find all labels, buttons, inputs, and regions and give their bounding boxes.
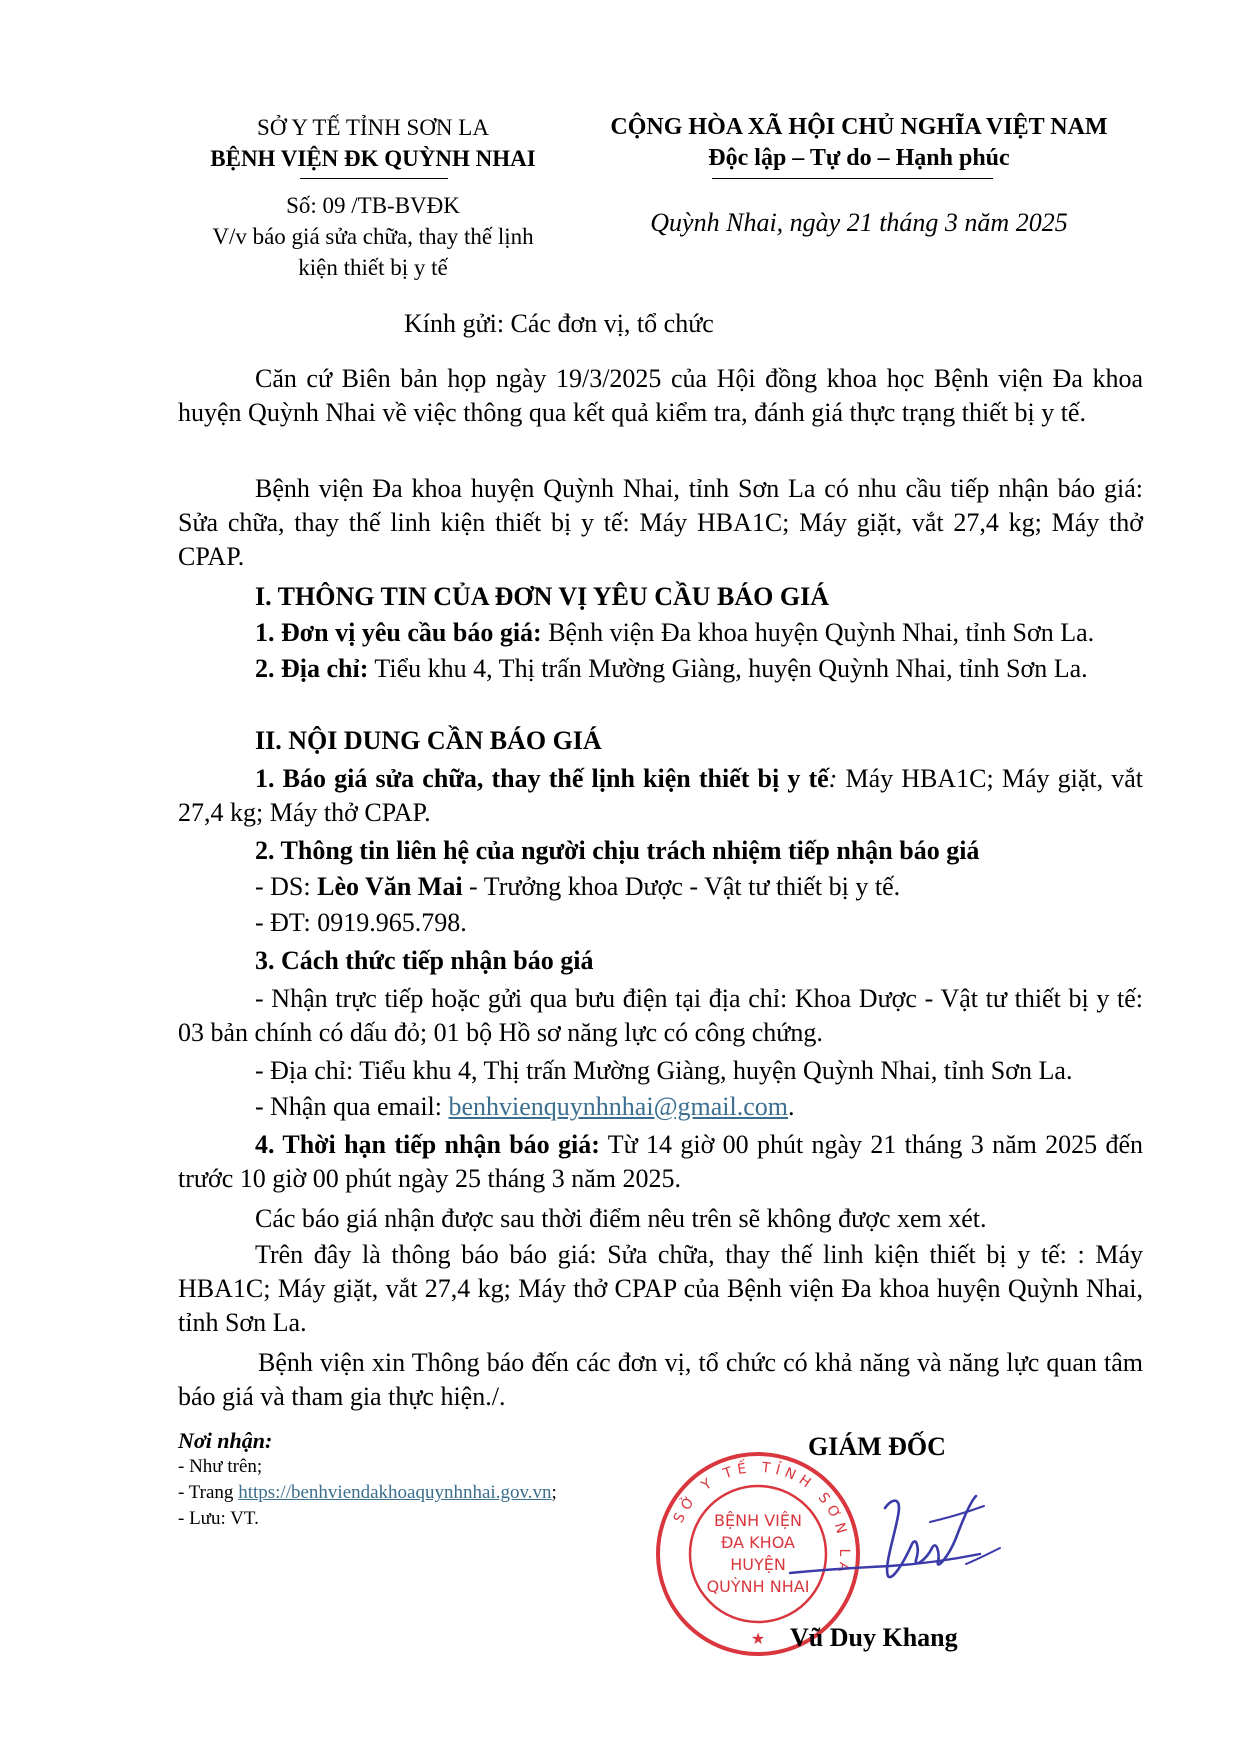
item-label: 4. Thời hạn tiếp nhận báo giá: — [255, 1130, 600, 1159]
contact-person — [255, 870, 900, 904]
svg-text:QUỲNH NHAI: QUỲNH NHAI — [706, 1577, 810, 1596]
contact-name: Lèo Văn Mai — [317, 872, 463, 901]
paragraph-request: Bệnh viện Đa khoa huyện Quỳnh Nhai, tỉnh Sơn La có nhu cầu tiếp nhận báo giá: Sửa chữa, thay thế linh kiện thiết bị y tế: Máy HBA1C; Máy giặt, vắt 27,4 kg; Máy thở CPAP. — [178, 474, 1143, 571]
summary-paragraph: Trên đây là thông báo báo giá: Sửa chữa, thay thế linh kiện thiết bị y tế: : Máy HBA1C; Máy giặt, vắt 27,4 kg; Máy thở CPAP của Bệnh viện Đa khoa huyện Quỳnh Nhai, tỉnh Sơn La. — [178, 1240, 1143, 1337]
header-right — [568, 112, 1150, 174]
section-1-title: I. THÔNG TIN CỦA ĐƠN VỊ YÊU CẦU BÁO GIÁ — [255, 582, 830, 611]
document-number: Số: 09 /TB-BVĐK — [286, 193, 460, 218]
email-prefix: - Nhận qua email: — [255, 1092, 449, 1121]
note-paragraph: Các báo giá nhận được sau thời điểm nêu trên sẽ không được xem xét. — [255, 1204, 987, 1233]
handwritten-signature — [780, 1478, 1010, 1598]
website-link[interactable]: https://benhviendakhoaquynhnhai.gov.vn — [238, 1482, 552, 1503]
recipient-item-1: - Như trên; — [178, 1456, 263, 1477]
right-header-rule — [712, 178, 993, 179]
section-2-item-4 — [178, 1128, 1143, 1196]
section-2-item-2-title: 2. Thông tin liên hệ của người chịu trách nhiệm tiếp nhận báo giá — [255, 836, 980, 865]
item-value: Bệnh viện Đa khoa huyện Quỳnh Nhai, tỉnh Sơn La. — [541, 618, 1095, 647]
recipient-item-2 — [178, 1480, 557, 1505]
section-2-item-3-title: 3. Cách thức tiếp nhận báo giá — [255, 946, 594, 975]
method-address: - Địa chỉ: Tiểu khu 4, Thị trấn Mường Giàng, huyện Quỳnh Nhai, tỉnh Sơn La. — [255, 1056, 1073, 1085]
national-motto: Độc lập – Tự do – Hạnh phúc — [708, 145, 1010, 171]
svg-text:BỆNH VIỆN: BỆNH VIỆN — [714, 1511, 802, 1530]
nation-name: CỘNG HÒA XÃ HỘI CHỦ NGHĨA VIỆT NAM — [610, 114, 1108, 140]
subject-line-2: kiện thiết bị y tế — [298, 255, 448, 280]
item-value: Tiểu khu 4, Thị trấn Mường Giàng, huyện Quỳnh Nhai, tỉnh Sơn La. — [368, 654, 1088, 683]
item-colon: : — [828, 764, 838, 793]
method-email — [255, 1090, 795, 1124]
signature-title: GIÁM ĐỐC — [808, 1432, 946, 1461]
method-direct: - Nhận trực tiếp hoặc gửi qua bưu điện tại địa chỉ: Khoa Dược - Vật tư thiết bị y tế: 03 bản chính có dấu đỏ; 01 bộ Hồ sơ năng lực có công chứng. — [178, 984, 1143, 1047]
subject-line-1: V/v báo giá sửa chữa, thay thế lịnh — [212, 224, 534, 249]
left-header-rule — [300, 178, 448, 179]
department-name: SỞ Y TẾ TỈNH SƠN LA — [257, 115, 489, 140]
email-link[interactable]: benhvienquynhnhai@gmail.com — [448, 1092, 788, 1121]
recipient-item-3: - Lưu: VT. — [178, 1508, 259, 1529]
recipient-item-2-suffix: ; — [551, 1482, 557, 1503]
email-suffix: . — [788, 1092, 795, 1121]
section-1-item-2 — [178, 652, 1143, 686]
section-1-item-1 — [255, 616, 1094, 650]
place-date: Quỳnh Nhai, ngày 21 tháng 3 năm 2025 — [650, 208, 1068, 237]
document-reference — [148, 190, 598, 283]
recipient-line: Kính gửi: Các đơn vị, tổ chức — [404, 309, 714, 338]
contact-phone: - ĐT: 0919.965.798. — [255, 908, 467, 937]
recipients-title: Nơi nhận: — [178, 1428, 273, 1453]
item-value: Từ 14 giờ 00 phút ngày 21 tháng 3 năm 2025 đến trước 10 giờ 00 phút ngày 25 tháng 3 năm 2025. — [178, 1130, 1144, 1193]
contact-prefix: - DS: — [255, 872, 318, 901]
paragraph-basis: Căn cứ Biên bản họp ngày 19/3/2025 của Hội đồng khoa học Bệnh viện Đa khoa huyện Quỳnh Nhai về việc thông qua kết quả kiểm tra, đánh giá thực trạng thiết bị y tế. — [178, 364, 1143, 427]
item-value: Máy HBA1C; Máy giặt, vắt 27,4 kg; Máy thở CPAP. — [178, 764, 1144, 827]
svg-text:HUYỆN: HUYỆN — [730, 1555, 786, 1574]
section-2-item-1 — [178, 762, 1143, 830]
item-label: 1. Báo giá sửa chữa, thay thế lịnh kiện thiết bị y tế — [255, 764, 829, 793]
contact-role: - Trưởng khoa Dược - Vật tư thiết bị y tế. — [462, 872, 901, 901]
signer-name: Vũ Duy Khang — [790, 1623, 958, 1652]
stamp-outer-text: SỞ Y TẾ TỈNH SƠN LA — [670, 1459, 853, 1579]
stamp-star-icon: ★ — [750, 1629, 766, 1648]
recipient-item-2-prefix: - Trang — [178, 1482, 239, 1503]
section-2-title: II. NỘI DUNG CẦN BÁO GIÁ — [255, 726, 602, 755]
header-left — [148, 112, 598, 174]
item-label: 1. Đơn vị yêu cầu báo giá: — [255, 618, 542, 647]
closing-paragraph: Bệnh viện xin Thông báo đến các đơn vị, tổ chức có khả năng và năng lực quan tâm báo giá và tham gia thực hiện./. — [178, 1348, 1143, 1411]
svg-text:ĐA KHOA: ĐA KHOA — [721, 1533, 795, 1552]
hospital-name: BỆNH VIỆN ĐK QUỲNH NHAI — [210, 146, 536, 171]
item-label: 2. Địa chỉ: — [255, 654, 369, 683]
